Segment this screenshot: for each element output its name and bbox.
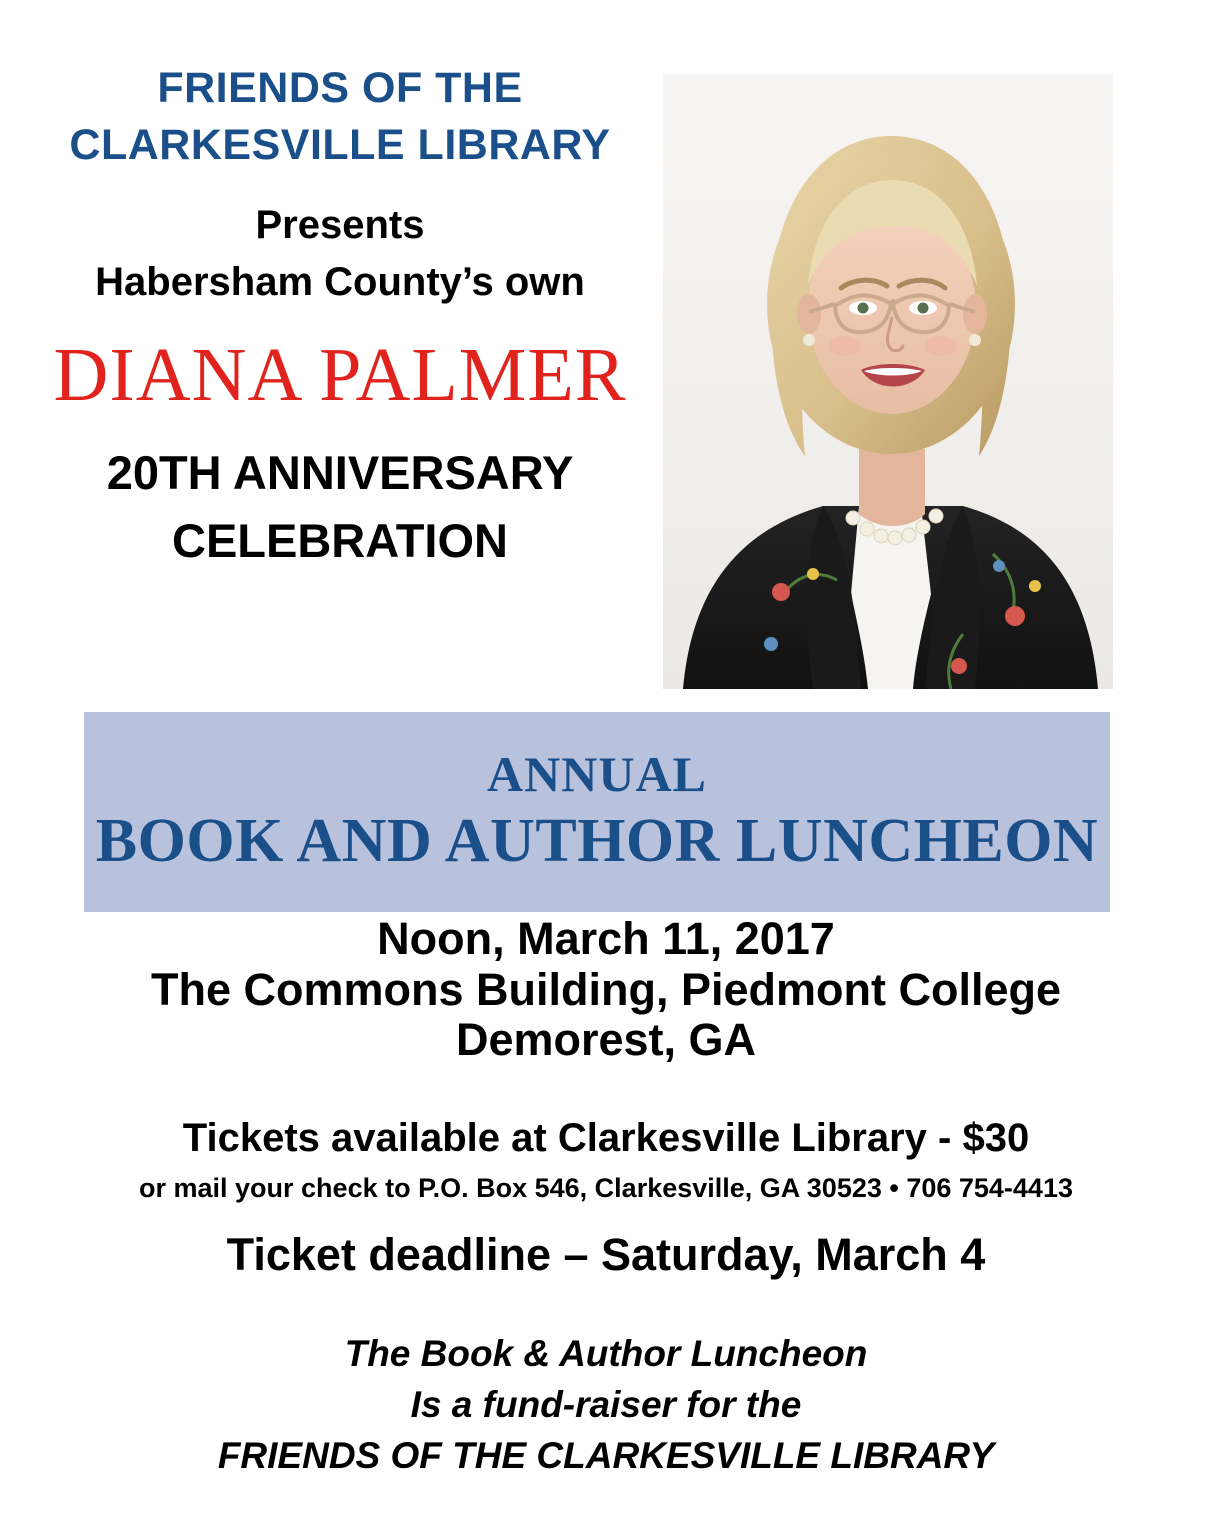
event-venue: The Commons Building, Piedmont College [150, 964, 1062, 1016]
event-details [0, 912, 1212, 1481]
county-line: Habersham County’s own [95, 259, 585, 304]
ticket-deadline: Ticket deadline – Saturday, March 4 [226, 1229, 986, 1281]
anniversary-line-2: CELEBRATION [172, 513, 508, 567]
ticket-info: Tickets available at Clarkesville Library - $30 [182, 1115, 1030, 1160]
anniversary-line-1: 20TH ANNIVERSARY [106, 446, 574, 500]
banner-line-2: BOOK AND AUTHOR LUNCHEON [95, 806, 1099, 875]
author-portrait [663, 74, 1113, 689]
mail-instructions: or mail your check to P.O. Box 546, Clarkesville, GA 30523 • 706 754-4413 [139, 1172, 1073, 1203]
portrait-illustration [663, 74, 1113, 689]
fundraiser-note [0, 1328, 1212, 1481]
event-time: Noon, March 11, 2017 [377, 913, 835, 964]
organization-line-1: FRIENDS OF THE [157, 64, 523, 112]
event-banner [84, 712, 1110, 912]
banner-line-1: ANNUAL [487, 745, 707, 802]
presents-label: Presents [255, 202, 425, 247]
fundraiser-line-2: Is a fund-raiser for the [410, 1384, 802, 1426]
author-name: DIANA PALMER [53, 332, 627, 417]
header-block [0, 60, 680, 572]
fundraiser-line-3: FRIENDS OF THE CLARKESVILLE LIBRARY [217, 1435, 995, 1477]
organization-line-2: CLARKESVILLE LIBRARY [69, 120, 611, 169]
fundraiser-line-1: The Book & Author Luncheon [344, 1333, 868, 1375]
event-city: Demorest, GA [455, 1014, 757, 1066]
